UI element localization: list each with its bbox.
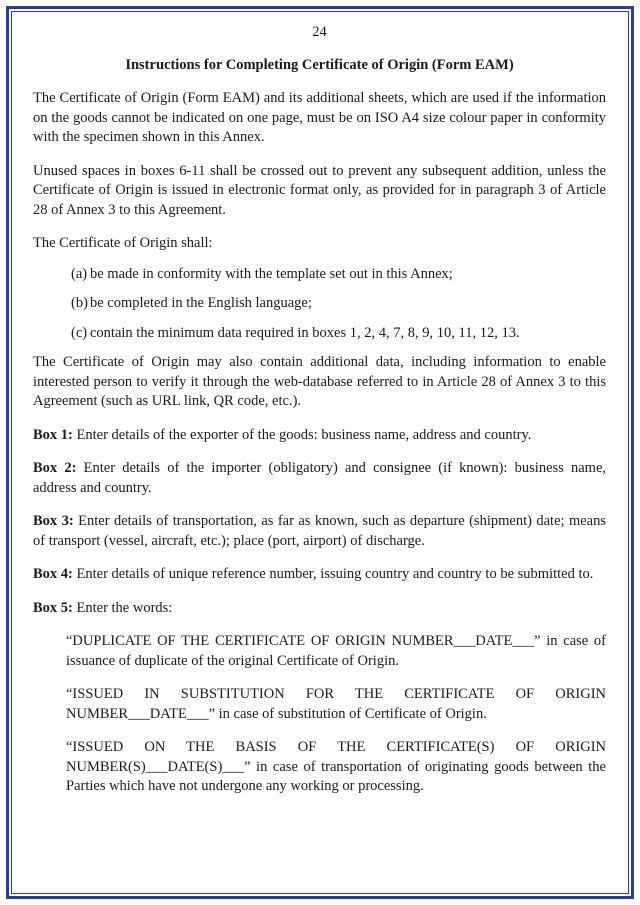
document-body bbox=[33, 24, 606, 811]
requirement-marker: (a) bbox=[71, 265, 88, 282]
unused-spaces-paragraph: Unused spaces in boxes 6-11 shall be crossed out to prevent any subsequent addition, unless the Certificate of Origin is issued in electronic format only, as provided for in paragraph 3 of Article 28 of Annex 3 to this Agreement. bbox=[33, 162, 606, 218]
box-2-text: Enter details of the importer (obligatory) and consignee (if known): business name, address and country. bbox=[33, 460, 606, 496]
box-3-text: Enter details of transportation, as far as known, such as departure (shipment) date; means of transport (vessel, aircraft, etc.); place (port, airport) of discharge. bbox=[33, 513, 607, 549]
box-1-instruction bbox=[33, 426, 606, 446]
box-3-instruction bbox=[33, 512, 606, 551]
document-title: Instructions for Completing Certificate of Origin (Form EAM) bbox=[125, 57, 514, 73]
requirement-item bbox=[71, 294, 606, 314]
substitution-wording: “ISSUED IN SUBSTITUTION FOR THE CERTIFICATE OF ORIGIN NUMBER___DATE___” in case of substitution of Certificate of Origin. bbox=[66, 686, 606, 722]
requirement-item bbox=[71, 324, 606, 344]
duplicate-wording: “DUPLICATE OF THE CERTIFICATE OF ORIGIN NUMBER___DATE___” in case of issuance of duplicate of the original Certificate of Origin. bbox=[66, 633, 606, 669]
shall-paragraph: The Certificate of Origin shall: bbox=[33, 235, 213, 251]
box-5-text: Enter the words: bbox=[72, 599, 173, 616]
box-4-instruction bbox=[33, 565, 606, 585]
box-1-text: Enter details of the exporter of the goods: business name, address and country. bbox=[72, 426, 532, 443]
box-5-instruction bbox=[33, 599, 606, 619]
requirement-marker: (c) bbox=[71, 324, 88, 341]
box-2-label: Box 2: bbox=[33, 460, 77, 476]
box-2-instruction bbox=[33, 459, 606, 498]
requirement-text: be completed in the English language; bbox=[90, 295, 312, 311]
page-number: 24 bbox=[312, 24, 327, 40]
requirement-text: contain the minimum data required in boxes 1, 2, 4, 7, 8, 9, 10, 11, 12, 13. bbox=[90, 324, 520, 341]
requirement-item bbox=[71, 265, 606, 285]
box-4-label: Box 4: bbox=[33, 566, 73, 582]
box-1-label: Box 1: bbox=[33, 426, 73, 443]
requirement-text: be made in conformity with the template set out in this Annex; bbox=[90, 265, 453, 282]
box-5-label: Box 5: bbox=[33, 599, 73, 616]
requirement-marker: (b) bbox=[71, 295, 88, 311]
box-3-label: Box 3: bbox=[33, 513, 74, 529]
additional-data-paragraph: The Certificate of Origin may also contain additional data, including information to enable interested person to verify it through the web-database referred to in Article 28 of Annex 3 to this Agreement (such as URL link, QR code, etc.). bbox=[33, 354, 606, 409]
box-4-text: Enter details of unique reference number, issuing country and country to be submitted to. bbox=[72, 566, 594, 582]
intro-paragraph: The Certificate of Origin (Form EAM) and its additional sheets, which are used if the information on the goods cannot be indicated on one page, must be on ISO A4 size colour paper in conformity with the specimen shown in this Annex. bbox=[33, 90, 606, 145]
basis-wording: “ISSUED ON THE BASIS OF THE CERTIFICATE(S) OF ORIGIN NUMBER(S)___DATE(S)___” in case of transportation of originating goods between the Parties which have not undergone any working or processing. bbox=[66, 739, 606, 794]
